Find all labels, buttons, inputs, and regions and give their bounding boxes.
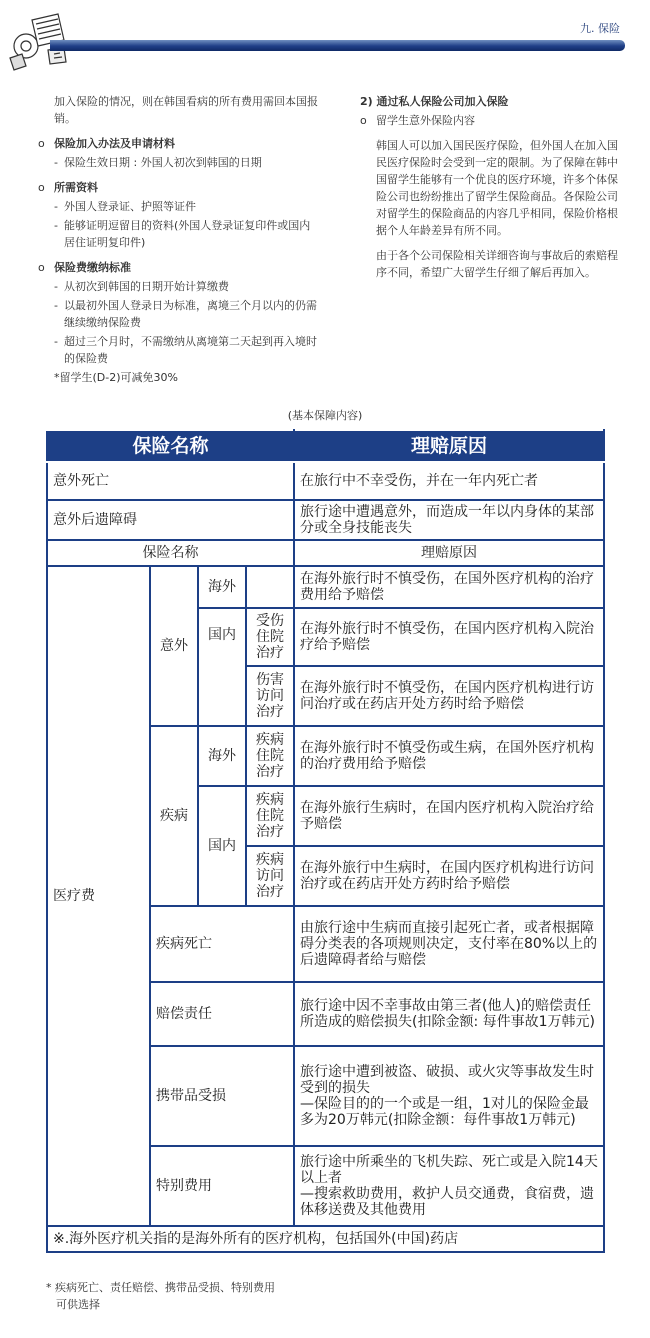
reason-line: 旅行途中遭到被盗、破损、或火灾等事故发生时受到的损失 — [300, 1064, 595, 1096]
cell-reason — [294, 1046, 604, 1146]
table-note-row — [47, 1226, 604, 1252]
cell-reason — [294, 1146, 604, 1226]
list-item: - 以最初外国人登录日为标准，离境三个月以内的仍需继续缴纳保险费 — [38, 297, 320, 331]
list-item: - 保险生效日期 : 外国人初次到韩国的日期 — [38, 154, 320, 171]
reason-line: —保险目的的一个或是一组，1对儿的保险金最多为20万韩元(扣除金额：每件事故1万韩元) — [300, 1096, 589, 1128]
footnote — [46, 1279, 275, 1313]
discount-note: *留学生(D-2)可减免30% — [54, 371, 178, 384]
cell-reason: 在海外旅行中生病时，在国内医疗机构进行访问治疗或在药店开处方药时给予赔偿 — [294, 846, 604, 906]
chapter-title: 九. 保险 — [580, 22, 620, 35]
right-column — [360, 93, 622, 281]
paragraph: 韩国人可以加入国民医疗保险，但外国人在加入国民医疗保险时会受到一定的限制。为了保障在韩中国留学生能够有一个优良的医疗环境，许多个体保险公司也纷纷推出了留学生保险商品。各保险公司对留学生的保险商品的内容几乎相同，保险价格根据个人年龄差异有所不同。 — [376, 139, 618, 237]
footnote-line: * 疾病死亡、责任赔偿、携带品受损、特别费用 — [46, 1281, 275, 1294]
cell-disease: 疾病 — [150, 726, 198, 906]
table-subheader-row — [47, 540, 604, 566]
reason-line: 旅行途中所乘坐的飞机失踪、死亡或是入院14天以上者 — [300, 1154, 598, 1186]
cell-medical-fee: 医疗费 — [47, 566, 150, 1226]
cell-accident: 意外 — [150, 566, 198, 726]
footnote-line: 可供选择 — [56, 1298, 100, 1311]
subheader-claim-reason: 理赔原因 — [294, 540, 604, 566]
cell-liability: 赔偿责任 — [150, 982, 294, 1046]
paragraph: 由于各个公司保险相关详细咨询与事故后的索赔程序不同，希望广大留学生仔细了解后再加入。 — [376, 249, 618, 279]
cell-reason: 在海外旅行时不慎受伤或生病，在国外医疗机构的治疗费用给予赔偿 — [294, 726, 604, 786]
section-title: o 保险费缴纳标准 — [38, 259, 320, 276]
list-item: - 外国人登录证、护照等证件 — [38, 198, 320, 215]
insurance-table — [46, 429, 605, 1253]
cell-injury-visit: 伤害访问治疗 — [246, 666, 294, 726]
cell-domestic: 国内 — [198, 608, 246, 726]
cell-overseas: 海外 — [198, 566, 246, 608]
section-heading: 2) 通过私人保险公司加入保险 — [360, 95, 509, 108]
intro-text: 加入保险的情况，则在韩国看病的所有费用需回本国报销。 — [54, 95, 318, 125]
left-column — [38, 93, 320, 386]
cell-disease-hospital: 疾病住院治疗 — [246, 726, 294, 786]
header-insurance-name: 保险名称 — [47, 430, 294, 462]
cell-reason: 在海外旅行时不慎受伤，在国外医疗机构的治疗费用给予赔偿 — [294, 566, 604, 608]
cell-disease-death: 疾病死亡 — [150, 906, 294, 982]
cell-name: 意外死亡 — [47, 462, 294, 500]
cell-name: 意外后遗障碍 — [47, 500, 294, 540]
cell-disease-visit: 疾病访问治疗 — [246, 846, 294, 906]
table-row — [47, 462, 604, 500]
table-caption: (基本保障内容) — [287, 409, 363, 422]
table-row — [47, 500, 604, 540]
section-subtitle: o 留学生意外保险内容 — [360, 112, 622, 129]
cell-empty — [246, 566, 294, 608]
subheader-insurance-name: 保险名称 — [47, 540, 294, 566]
cell-reason: 由旅行途中生病而直接引起死亡者，或者根据障碍分类表的各项规则决定，支付率在80%以上的后遗障碍者给与赔偿 — [294, 906, 604, 982]
list-item: - 从初次到韩国的日期开始计算缴费 — [38, 278, 320, 295]
section-title: o 所需资料 — [38, 179, 320, 196]
cell-injury-hospital: 受伤住院治疗 — [246, 608, 294, 666]
header-claim-reason: 理赔原因 — [294, 430, 604, 462]
table-note: ※.海外医疗机关指的是海外所有的医疗机构，包括国外(中国)药店 — [47, 1226, 604, 1252]
header-bar — [50, 40, 625, 51]
cell-domestic: 国内 — [198, 786, 246, 906]
list-item: - 超过三个月时，不需缴纳从离境第二天起到再入境时的保险费 — [38, 333, 320, 367]
table-row — [47, 566, 604, 608]
cell-special: 特别费用 — [150, 1146, 294, 1226]
cell-reason: 在海外旅行生病时，在国内医疗机构入院治疗给予赔偿 — [294, 786, 604, 846]
cell-reason: 旅行途中因不幸事故由第三者(他人)的赔偿责任所造成的赔偿损失(扣除金额: 每件事故1万韩元) — [294, 982, 604, 1046]
reason-line: —搜索救助费用，救护人员交通费，食宿费，遗体移送费及其他费用 — [300, 1186, 595, 1218]
cell-reason: 在海外旅行时不慎受伤，在国内医疗机构入院治疗给予赔偿 — [294, 608, 604, 666]
cell-reason: 旅行途中遭遇意外，而造成一年以内身体的某部分或全身技能丧失 — [294, 500, 604, 540]
cell-overseas: 海外 — [198, 726, 246, 786]
cell-disease-hospital: 疾病住院治疗 — [246, 786, 294, 846]
cell-reason: 在旅行中不幸受伤，并在一年内死亡者 — [294, 462, 604, 500]
cell-baggage: 携带品受损 — [150, 1046, 294, 1146]
section-title: o 保险加入办法及申请材料 — [38, 135, 320, 152]
list-item: - 能够证明逗留目的资料(外国人登录证复印件或国内居住证明复印件) — [38, 217, 320, 251]
cell-reason: 在海外旅行时不慎受伤，在国内医疗机构进行访问治疗或在药店开处方药时给予赔偿 — [294, 666, 604, 726]
table-header-row — [47, 430, 604, 462]
